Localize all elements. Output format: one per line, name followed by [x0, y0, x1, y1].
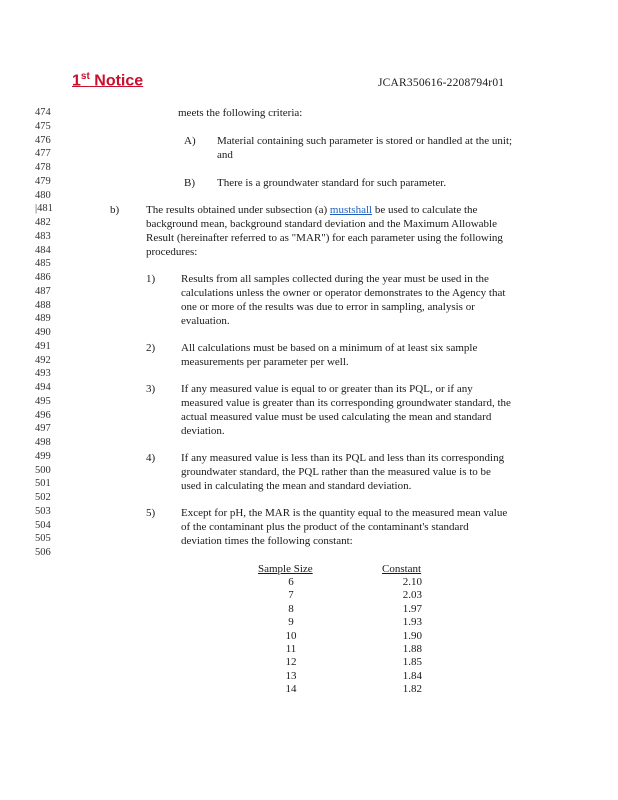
table-cell-constant: 2.10	[402, 576, 422, 588]
line-number: 486	[35, 272, 51, 283]
line-number: 493	[35, 368, 51, 380]
table-cell-sample-size: 11	[285, 643, 297, 655]
table-cell-constant: 1.88	[402, 643, 422, 655]
item-a-label: A)	[184, 135, 196, 147]
line-number: 482	[35, 217, 51, 228]
line-number: 480	[35, 189, 51, 201]
line-number: 495	[35, 395, 51, 407]
table-cell-constant: 1.97	[402, 602, 422, 615]
table-cell-constant: 1.84	[402, 669, 422, 682]
line-number: 504	[35, 519, 51, 531]
item-1-line-2: calculations unless the owner or operator demonstrates to the Agency that	[181, 287, 506, 299]
item-5-label: 5)	[146, 507, 156, 519]
table-cell-constant: 2.03	[402, 589, 422, 602]
item-3-line-4: deviation.	[181, 425, 225, 437]
paragraph-b-line-4: procedures:	[146, 246, 198, 258]
item-b-line-1: There is a groundwater standard for such parameter.	[217, 177, 447, 189]
table-cell-constant: 1.85	[402, 656, 422, 669]
paragraph-b-line-1: The results obtained under subsection (a) mustshall be used to calculate the	[146, 204, 478, 216]
line-number: |481	[35, 203, 53, 215]
item-4-line-2: groundwater standard, the PQL rather than the measured value is to be	[181, 466, 491, 478]
item-a-line-1: Material containing such parameter is stored or handled at the unit;	[217, 135, 513, 147]
table-cell-sample-size: 7	[288, 589, 294, 602]
table-header-constant: Constant	[382, 563, 422, 575]
line-number: 492	[35, 354, 51, 366]
item-3-label: 3)	[146, 383, 156, 395]
document-id: JCAR350616-2208794r01	[378, 77, 505, 89]
item-3-line-3: actual measured value must be used calculating the mean and standard	[181, 411, 492, 423]
item-1-line-3: one or more of the results was due to error in sampling, analysis or	[181, 301, 475, 313]
line-number: 478	[35, 162, 51, 173]
item-a-line-2: and	[217, 149, 233, 161]
table-cell-sample-size: 14	[285, 683, 297, 696]
line-number: 503	[35, 505, 51, 517]
line-number: 497	[35, 423, 51, 435]
line-number: 494	[35, 382, 51, 393]
table-cell-sample-size: 6	[288, 576, 294, 588]
item-4-label: 4)	[146, 452, 156, 464]
line-number: 500	[35, 464, 51, 476]
line-number: 479	[35, 175, 51, 187]
item-1-label: 1)	[146, 273, 156, 285]
line-number: 499	[35, 450, 51, 462]
table-cell-constant: 1.82	[402, 683, 422, 696]
table-cell-sample-size: 10	[285, 629, 297, 642]
table-cell-sample-size: 9	[288, 616, 294, 629]
line-number: 501	[35, 478, 51, 490]
line-number: 476	[35, 134, 51, 146]
table-header-sample-size: Sample Size	[258, 563, 313, 575]
line-number: 488	[35, 299, 51, 311]
mustshall-link[interactable]: mustshall	[329, 204, 373, 216]
item-b-label: B)	[184, 177, 195, 189]
line-number: 475	[35, 120, 51, 132]
item-4-line-3: used in calculating the mean and standard deviation.	[181, 480, 412, 492]
item-2-line-1: All calculations must be based on a minimum of at least six sample	[181, 342, 478, 354]
line-number: 487	[35, 285, 51, 297]
table-cell-constant: 1.93	[402, 616, 422, 629]
item-1-line-1: Results from all samples collected during the year must be used in the	[181, 273, 489, 285]
line-number: 483	[35, 230, 51, 242]
notice-title: 1st Notice	[72, 71, 144, 90]
item-3-line-2: measured value is greater than its corresponding groundwater standard, the	[181, 397, 511, 409]
item-3-line-1: If any measured value is equal to or greater than its PQL, or if any	[181, 383, 473, 395]
item-5-line-2: of the contaminant plus the product of the contaminant's standard	[181, 521, 469, 533]
line-number: 506	[35, 547, 51, 558]
table-cell-sample-size: 13	[285, 669, 297, 682]
line-number: 505	[35, 533, 51, 545]
line-number: 485	[35, 258, 51, 270]
line-number: 496	[35, 409, 51, 421]
item-5-line-3: deviation times the following constant:	[181, 535, 353, 547]
paragraph-b-line-2: background mean, background standard deviation and the Maximum Allowable	[146, 218, 497, 230]
item-2-line-2: measurements per parameter per well.	[181, 356, 349, 368]
line-number: 498	[35, 437, 51, 448]
subsection-b-label: b)	[110, 204, 120, 216]
line-number: 502	[35, 492, 51, 503]
table-cell-sample-size: 8	[288, 602, 294, 615]
line-number: 490	[35, 327, 51, 338]
table-cell-constant: 1.90	[402, 629, 422, 642]
item-2-label: 2)	[146, 342, 156, 354]
paragraph-b-line-3: Result (hereinafter referred to as "MAR") for each parameter using the following	[146, 232, 503, 244]
table-cell-sample-size: 12	[285, 656, 297, 669]
item-1-line-4: evaluation.	[181, 315, 230, 327]
item-5-line-1: Except for pH, the MAR is the quantity equal to the measured mean value	[181, 507, 508, 519]
item-4-line-1: If any measured value is less than its PQL and less than its corresponding	[181, 452, 505, 464]
line-number: 489	[35, 313, 51, 325]
line-number: 477	[35, 148, 51, 160]
line-number: 474	[35, 107, 51, 118]
line-474: meets the following criteria:	[178, 107, 303, 119]
line-number: 484	[35, 244, 51, 256]
line-number: 491	[35, 340, 51, 352]
